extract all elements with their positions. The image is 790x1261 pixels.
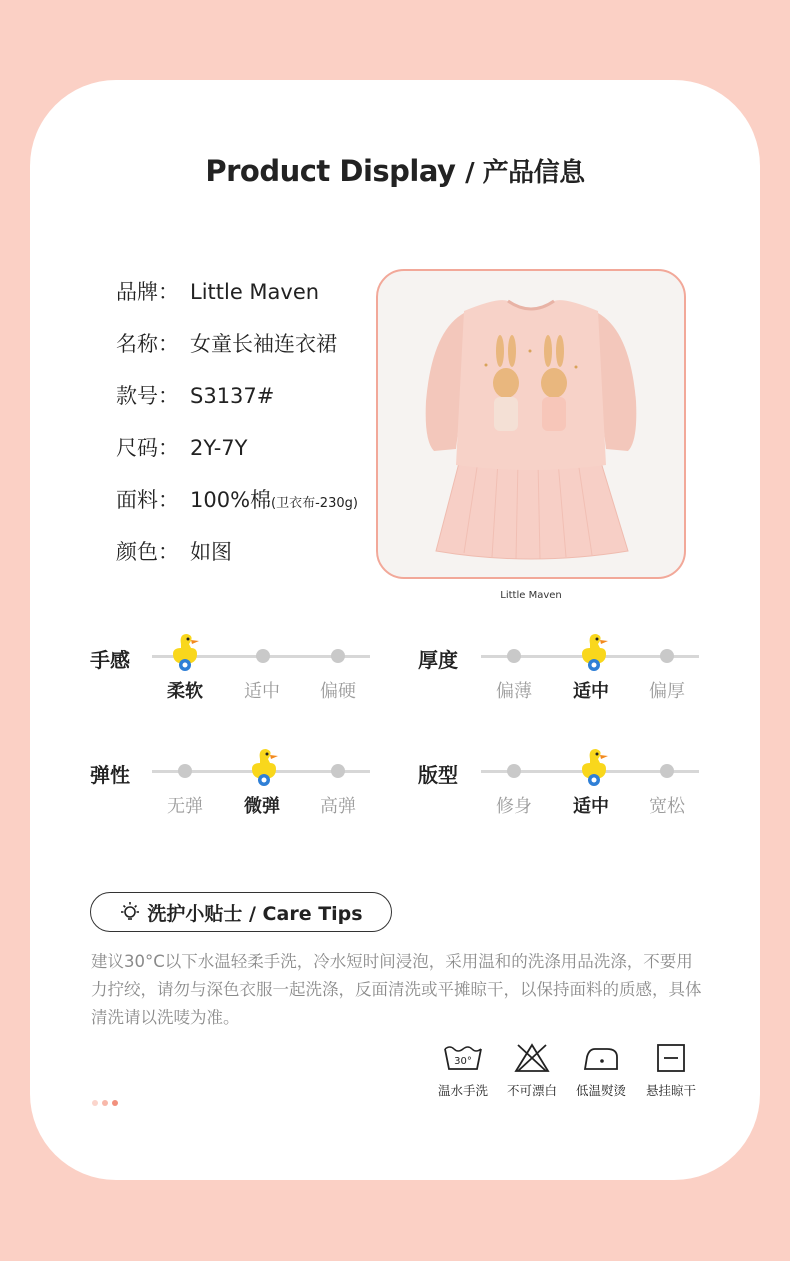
scale-elasticity-dot — [178, 764, 192, 778]
care-hand-wash — [432, 1043, 494, 1099]
scale-fit-option: 宽松 — [649, 796, 685, 817]
scale-thickness-option: 适中 — [573, 681, 609, 702]
scale-feel-dot — [256, 649, 270, 663]
care-tips-heading-text: 洗护小贴士 / Care Tips — [147, 902, 363, 925]
spec-brand — [116, 276, 319, 306]
care-tips-text: 建议30°C以下水温轻柔手洗，冷水短时间浸泡，采用温和的洗涤用品洗涤，不要用力拧绞，请勿与深色衣服一起洗涤，反面清洗或平摊晾干，以保持面料的质感，具体清洗请以洗唛为准。 — [91, 952, 702, 1027]
duck-marker-icon — [576, 747, 612, 787]
spec-brand-value: Little Maven — [190, 280, 320, 304]
photo-caption: Little Maven — [500, 590, 562, 601]
page-title — [0, 152, 790, 189]
duck-marker-icon — [246, 747, 282, 787]
title-sub: / 产品信息 — [465, 158, 585, 188]
spec-size-label: 尺码： — [116, 436, 179, 460]
scale-elasticity-option: 微弹 — [244, 796, 280, 817]
scale-feel-option: 柔软 — [167, 681, 203, 702]
spec-style-value: S3137# — [190, 384, 275, 408]
spec-style-label: 款号： — [116, 384, 179, 408]
no-bleach-icon — [514, 1043, 550, 1073]
scale-thickness-dot — [507, 649, 521, 663]
duck-marker-icon — [167, 632, 203, 672]
hand-wash-30-icon — [443, 1043, 483, 1073]
scale-feel-option: 偏硬 — [320, 681, 356, 702]
spec-fabric-label: 面料： — [116, 488, 179, 512]
duck-marker-icon — [576, 632, 612, 672]
care-low-iron-label: 低温熨烫 — [575, 1083, 626, 1098]
scale-thickness-label: 厚度 — [418, 648, 458, 672]
care-no-bleach-label: 不可漂白 — [506, 1083, 557, 1098]
title-main: Product Display — [205, 154, 456, 188]
spec-fabric-note: (卫衣布-230g) — [271, 496, 358, 511]
spec-color — [116, 536, 232, 566]
scale-feel-option: 适中 — [244, 681, 280, 702]
scale-thickness-option: 偏厚 — [649, 681, 685, 702]
dress-illustration — [378, 271, 684, 577]
spec-color-value: 如图 — [190, 540, 232, 564]
scale-feel-dot — [331, 649, 345, 663]
spec-fabric — [116, 484, 358, 514]
scale-fit-dot — [507, 764, 521, 778]
scale-thickness-option: 偏薄 — [496, 681, 532, 702]
low-iron-icon — [581, 1043, 621, 1073]
scale-elasticity-label: 弹性 — [90, 763, 130, 787]
scale-fit-label: 版型 — [418, 763, 458, 787]
care-no-bleach — [501, 1043, 563, 1099]
spec-size — [116, 432, 247, 462]
spec-name-value: 女童长袖连衣裙 — [190, 332, 337, 356]
scale-elasticity-dot — [331, 764, 345, 778]
lightbulb-icon — [119, 901, 141, 923]
spec-fabric-value: 100%棉 — [190, 488, 272, 512]
scale-elasticity-option: 高弹 — [320, 796, 356, 817]
hang-dry-icon — [656, 1043, 686, 1073]
spec-name-label: 名称： — [116, 332, 179, 356]
wash-temp: 30° — [454, 1056, 472, 1067]
spec-size-value: 2Y-7Y — [190, 436, 248, 460]
scale-fit-dot — [660, 764, 674, 778]
care-hang-dry-label: 悬挂晾干 — [645, 1083, 696, 1098]
scale-elasticity-option: 无弹 — [167, 796, 203, 817]
care-hang-dry — [640, 1043, 702, 1099]
product-photo — [376, 269, 686, 579]
scale-thickness-dot — [660, 649, 674, 663]
spec-brand-label: 品牌： — [116, 280, 179, 304]
scale-fit-option: 适中 — [573, 796, 609, 817]
decorative-dots — [92, 1091, 122, 1110]
care-low-iron — [570, 1043, 632, 1099]
scale-feel-label: 手感 — [90, 648, 130, 672]
spec-color-label: 颜色： — [116, 540, 179, 564]
care-tips-heading — [90, 892, 392, 932]
scale-fit-option: 修身 — [496, 796, 532, 817]
care-hand-wash-label: 温水手洗 — [437, 1083, 488, 1098]
spec-style — [116, 380, 274, 410]
spec-name — [116, 328, 337, 358]
